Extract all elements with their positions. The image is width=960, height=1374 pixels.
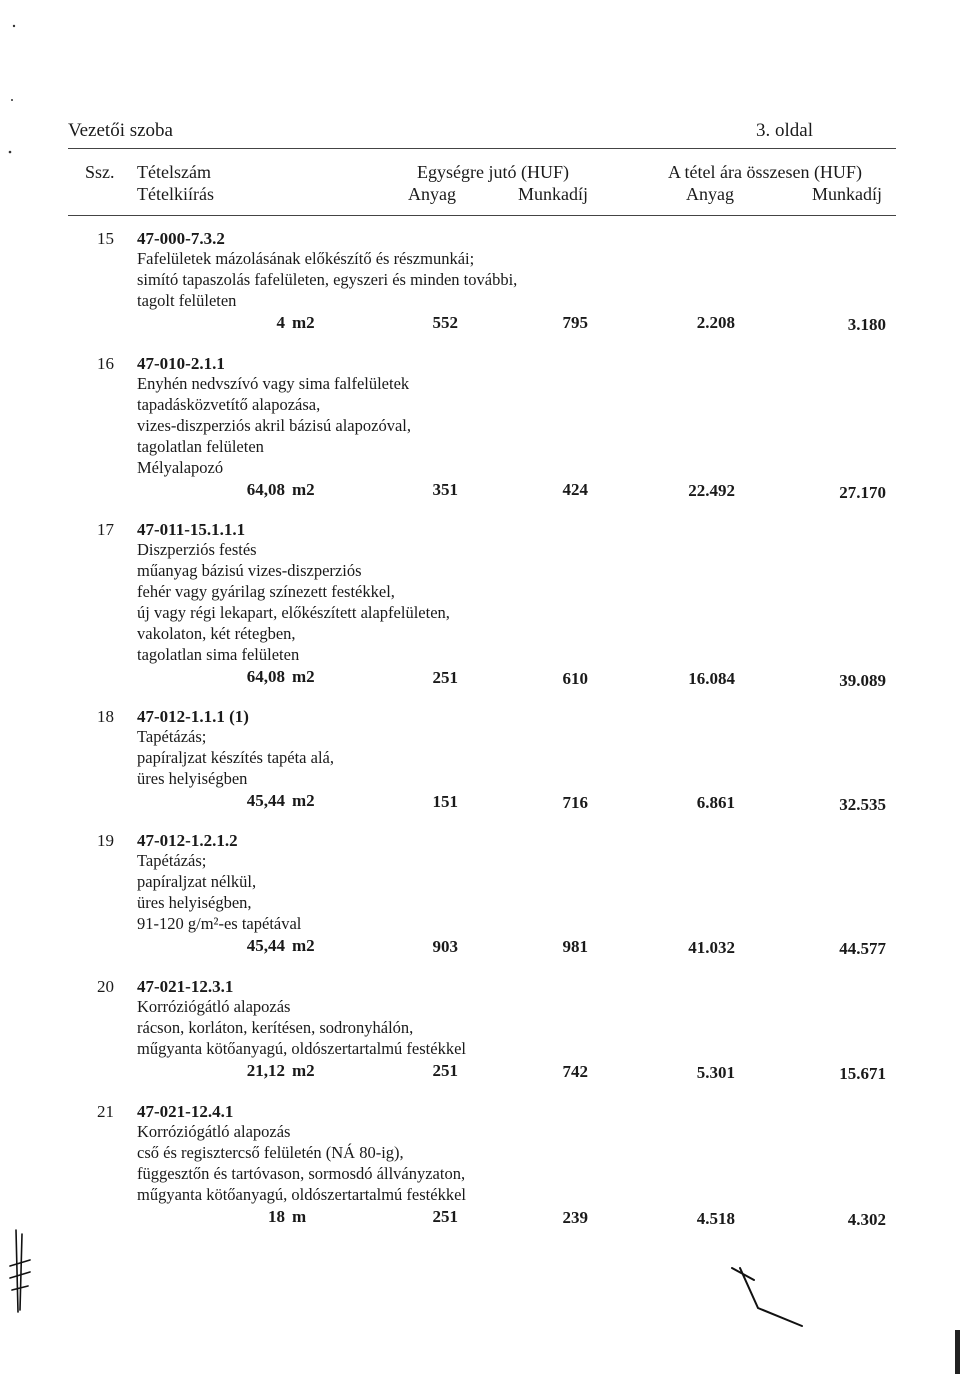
anyag-total: 16.084 xyxy=(688,669,735,688)
munkadij-unit-price: 424 xyxy=(562,480,588,499)
item-unit: m2 xyxy=(292,1061,315,1080)
item-desc-line: Diszperziós festés xyxy=(137,540,257,559)
anyag-total: 6.861 xyxy=(696,793,735,812)
item-number: 20 xyxy=(97,977,114,996)
scan-specks xyxy=(0,20,30,170)
item-unit: m2 xyxy=(292,313,315,332)
item-desc-line: papíraljzat készítés tapéta alá, xyxy=(137,748,334,767)
item-desc-line: műgyanta kötőanyagú, oldószertartalmú festékkel xyxy=(137,1039,466,1058)
item-code: 47-000-7.3.2 xyxy=(137,229,225,248)
page-number: 3. oldal xyxy=(756,120,813,141)
munkadij-total: 4.302 xyxy=(847,1210,886,1229)
col-anyag-unit: Anyag xyxy=(408,184,456,204)
munkadij-total: 27.170 xyxy=(839,483,886,502)
item-desc-line: üres helyiségben xyxy=(137,769,248,788)
col-munkadij-total: Munkadíj xyxy=(812,184,882,204)
item-unit: m2 xyxy=(292,791,315,810)
item-desc-line: fehér vagy gyárilag színezett festékkel, xyxy=(137,582,395,601)
item-desc-line: üres helyiségben, xyxy=(137,893,252,912)
item-desc-line: papíraljzat nélkül, xyxy=(137,872,257,891)
item-number: 15 xyxy=(97,229,114,248)
item-desc-line: cső és regisztercső felületén (NÁ 80-ig), xyxy=(137,1143,404,1162)
item-desc-line: tagolatlan felületen xyxy=(137,437,264,456)
col-tetelszam: Tételszám xyxy=(137,162,211,182)
item-code: 47-021-12.4.1 xyxy=(137,1102,234,1121)
item-desc-line: tagolatlan sima felületen xyxy=(137,645,300,664)
anyag-total: 22.492 xyxy=(688,481,735,500)
anyag-total: 2.208 xyxy=(696,313,735,332)
item-desc-line: műgyanta kötőanyagú, oldószertartalmú festékkel xyxy=(137,1185,466,1204)
item-desc-line: vakolaton, két rétegben, xyxy=(137,624,296,643)
item-desc-line: tapadásközvetítő alapozása, xyxy=(137,395,321,414)
item-desc-line: Fafelületek mázolásának előkészítő és részmunkái; xyxy=(137,249,475,268)
scan-edge-shadow xyxy=(945,1330,960,1374)
col-ssz: Ssz. xyxy=(85,162,115,182)
col-tetelkiiras: Tételkiírás xyxy=(137,184,214,204)
item-number: 19 xyxy=(97,831,114,850)
item-desc-line: új vagy régi lekapart, előkészített alapfelületen, xyxy=(137,603,450,622)
item-quantity: 45,44 xyxy=(246,936,285,955)
item-desc-line: Tapétázás; xyxy=(137,851,207,870)
item-code: 47-012-1.2.1.2 xyxy=(137,831,238,850)
munkadij-total: 39.089 xyxy=(839,671,886,690)
anyag-unit-price: 251 xyxy=(432,1207,458,1226)
item-desc-line: Korróziógátló alapozás xyxy=(137,997,291,1016)
item-desc-line: Enyhén nedvszívó vagy sima falfelületek xyxy=(137,374,410,393)
item-desc-line: vizes-diszperziós akril bázisú alapozóval, xyxy=(137,416,411,435)
handwritten-check-mark xyxy=(728,1262,808,1332)
item-desc-line: Korróziógátló alapozás xyxy=(137,1122,291,1141)
munkadij-total: 3.180 xyxy=(847,315,886,334)
item-quantity: 64,08 xyxy=(246,667,285,686)
munkadij-unit-price: 742 xyxy=(562,1062,588,1081)
item-desc-line: Tapétázás; xyxy=(137,727,207,746)
col-egysegar: Egységre jutó (HUF) xyxy=(417,162,569,182)
col-anyag-total: Anyag xyxy=(686,184,734,204)
item-unit: m xyxy=(292,1207,307,1226)
anyag-unit-price: 151 xyxy=(432,792,458,811)
anyag-total: 5.301 xyxy=(696,1063,735,1082)
munkadij-unit-price: 610 xyxy=(562,669,588,688)
item-code: 47-010-2.1.1 xyxy=(137,354,225,373)
item-code: 47-011-15.1.1.1 xyxy=(137,520,246,539)
item-desc-line: 91-120 g/m²-es tapétával xyxy=(137,914,302,933)
anyag-unit-price: 903 xyxy=(432,937,458,956)
munkadij-unit-price: 716 xyxy=(562,793,588,812)
item-unit: m2 xyxy=(292,667,315,686)
munkadij-total: 32.535 xyxy=(839,795,886,814)
item-desc-line: műanyag bázisú vizes-diszperziós xyxy=(137,561,362,580)
item-unit: m2 xyxy=(292,480,315,499)
anyag-unit-price: 251 xyxy=(432,1061,458,1080)
item-quantity: 21,12 xyxy=(246,1061,285,1080)
header-rule xyxy=(68,148,896,149)
handwritten-signature-mark xyxy=(4,1226,34,1316)
item-number: 17 xyxy=(97,520,114,539)
col-tetelar: A tétel ára összesen (HUF) xyxy=(668,162,862,182)
item-quantity: 45,44 xyxy=(246,791,285,810)
anyag-unit-price: 351 xyxy=(432,480,458,499)
munkadij-unit-price: 981 xyxy=(562,937,588,956)
anyag-unit-price: 552 xyxy=(432,313,458,332)
item-quantity: 64,08 xyxy=(246,480,285,499)
item-number: 16 xyxy=(97,354,114,373)
item-desc-line: függesztőn és tartóvason, sormosdó állványzaton, xyxy=(137,1164,466,1183)
room-title: Vezetői szoba xyxy=(68,120,173,141)
column-header-rule xyxy=(68,215,896,216)
anyag-unit-price: 251 xyxy=(432,668,458,687)
item-desc-line: simító tapaszolás fafelületen, egyszeri és minden további, xyxy=(137,270,518,289)
munkadij-total: 15.671 xyxy=(839,1064,886,1083)
item-quantity: 18 xyxy=(268,1207,285,1226)
item-quantity: 4 xyxy=(276,313,285,332)
munkadij-unit-price: 239 xyxy=(562,1208,588,1227)
item-code: 47-012-1.1.1 (1) xyxy=(137,707,249,726)
col-munkadij-unit: Munkadíj xyxy=(518,184,588,204)
munkadij-unit-price: 795 xyxy=(562,313,588,332)
item-desc-line: Mélyalapozó xyxy=(137,458,224,477)
item-number: 21 xyxy=(97,1102,114,1121)
anyag-total: 41.032 xyxy=(688,938,735,957)
item-unit: m2 xyxy=(292,936,315,955)
item-number: 18 xyxy=(97,707,114,726)
item-desc-line: rácson, korláton, kerítésen, sodronyhálón, xyxy=(137,1018,414,1037)
munkadij-total: 44.577 xyxy=(839,939,886,958)
anyag-total: 4.518 xyxy=(696,1209,735,1228)
item-desc-line: tagolt felületen xyxy=(137,291,237,310)
item-code: 47-021-12.3.1 xyxy=(137,977,234,996)
